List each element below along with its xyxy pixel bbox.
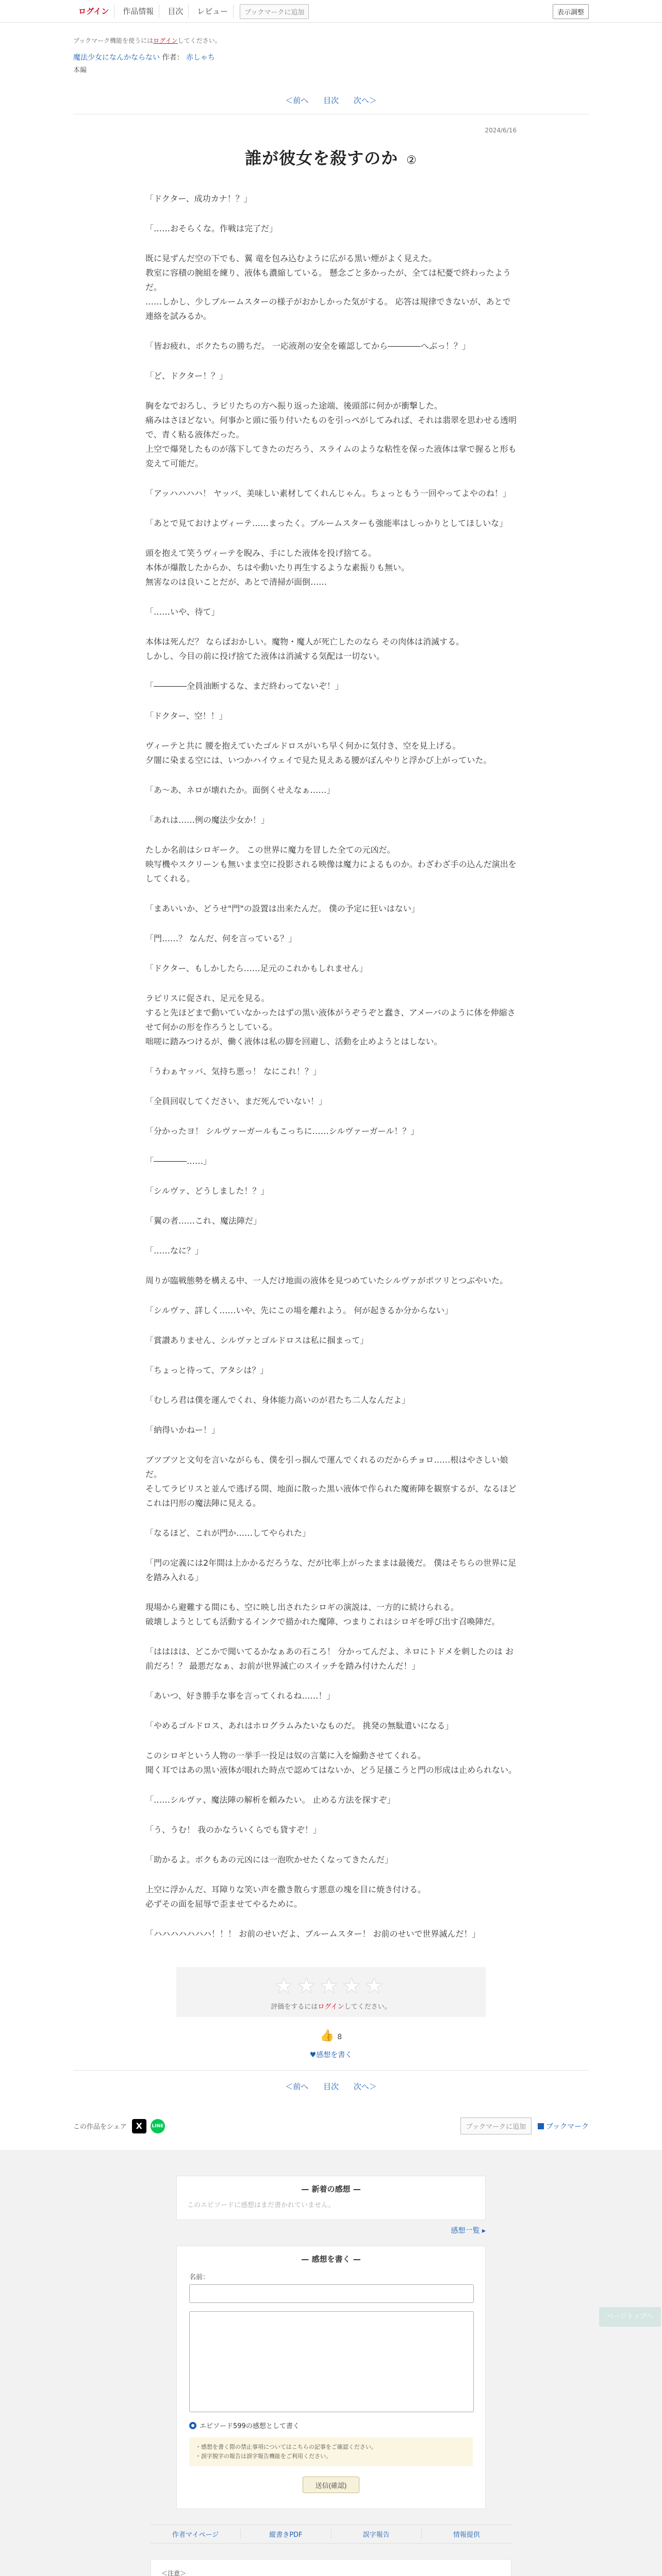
chapter-label: 本編 — [73, 66, 87, 74]
body-paragraph: 「はははは、どこかで聞いてるかなぁあの石ころ！ 分かってんだよ、ネロにトドメを刺したのは お前だろ！？ 最悪だなぁ、お前が世界滅亡のスイッチを踏み付けたんだ！」 — [145, 1647, 514, 1671]
body-paragraph: 「助かるよ。ボクもあの元凶には一泡吹かせたくなってきたんだ」 — [145, 1855, 393, 1865]
bookmark-area — [460, 2117, 589, 2134]
notice-title: ＜注意＞ — [161, 2570, 187, 2576]
body-paragraph: 「シルヴァ、どうしました！？」 — [145, 1186, 269, 1196]
body-paragraph: 「ドクター、成功カナ！？」 — [145, 194, 252, 204]
body-paragraph: 「門の定義には2年間は上かかるだろうな、だが比率上がったままは最後だ。 僕はそちらの世界に足を踏み入れる」 — [145, 1558, 517, 1582]
x-share-icon[interactable]: X — [132, 2119, 146, 2133]
next-episode-link-bottom[interactable]: 次へ＞ — [353, 2082, 377, 2091]
body-paragraph: 「……おそらくな。作戦は完了だ」 — [145, 224, 278, 233]
body-paragraph: 本体は死んだ？ ならばおかしい。魔物・魔人が死亡したのなら その肉体は消滅する。 しかし、今目の前に投げ捨てた液体は消滅する気配は一切ない。 — [145, 637, 465, 661]
header-nav — [73, 4, 309, 19]
body-paragraph: 「まあいいか、どうせ"門"の設置は出来たんだ。 僕の予定に狂いはない」 — [145, 904, 420, 913]
login-link[interactable]: ログイン — [73, 5, 114, 18]
body-paragraph: 「ドクター、空！！」 — [145, 711, 227, 721]
impressions-area — [0, 2150, 662, 2576]
new-impressions-empty: このエピソードに感想はまだ書かれていません。 — [187, 2201, 335, 2209]
radio-label: エピソード599の感想として書く — [200, 2422, 300, 2430]
body-paragraph: 「あとで見ておけよヴィーテ……まったく。ブルームスターも強能率はしっかりとしてほしいな」 — [145, 518, 508, 528]
prev-episode-link[interactable]: ＜前へ — [285, 96, 309, 105]
site-header — [0, 0, 662, 23]
novel-body — [145, 192, 517, 1941]
body-paragraph: 周りが臨戦態勢を構える中、一人だけ地面の液体を見つめていたシルヴァがポツリとつぶやいた。 — [145, 1276, 508, 1285]
body-paragraph: 「翼の者……これ、魔法陣だ」 — [145, 1216, 261, 1226]
new-impressions-title: — 新着の感想 — — [301, 2184, 361, 2194]
write-impression-box — [176, 2246, 486, 2509]
body-paragraph: 「う、うむ！ 我のかなういくらでも貸すぞ！」 — [145, 1825, 321, 1835]
impressions-list-link[interactable]: 感想一覧 ▸ — [451, 2227, 486, 2235]
share-label: この作品をシェア — [73, 2123, 127, 2131]
body-paragraph: 「……なに？」 — [145, 1246, 204, 1256]
body-paragraph: 胸をなでおろし、ラピリたちの方へ振り返った途端、後頭部に何かが衝撃した。 痛みはさほどない。何事かと頭に張り付いたものを引っぺがしてみれば、それは翡翠を思わせる透明で、青く粘る液体だった。 上空で爆発したものが落下してきたのだろう、スライムのような粘性を保った液体は掌で握ると形も変えて可能だ。 — [145, 401, 517, 468]
new-impressions-box — [176, 2176, 486, 2220]
write-impression-link[interactable]: ♥感想を書く — [309, 2051, 353, 2059]
pager-top — [73, 74, 589, 114]
rating-login-link[interactable]: ログイン — [318, 2003, 344, 2011]
thumbs-up-icon: 👍 — [320, 2029, 335, 2042]
radio-selected-icon[interactable] — [189, 2422, 196, 2429]
toc-episode-link[interactable]: 目次 — [323, 96, 339, 105]
body-paragraph: 「分かったヨ！ シルヴァーガールもこっちに……シルヴァーガール！？」 — [145, 1126, 419, 1136]
series-title-link[interactable]: 魔法少女になんかならない — [73, 54, 160, 62]
author-separator: 作者： — [162, 54, 184, 62]
bookmark-label[interactable]: ブックマーク — [538, 2121, 589, 2131]
impressions-list-wrap — [176, 2225, 486, 2235]
next-episode-link[interactable]: 次へ＞ — [353, 96, 377, 105]
warning-line-2: ・誤字脱字の報告は誤字報告機能をご利用ください。 — [195, 2453, 332, 2460]
body-paragraph: 現場から避難する間にも、空に映し出されたシロギの演説は、一方的に続けられる。 破壊しようとしても活動するインクで描かれた魔陣、つまりこれはシロギを呼び出す召喚陣だ。 — [145, 1602, 500, 1626]
rating-note: 評価をするにはログインしてください。 — [271, 2003, 391, 2011]
body-paragraph: 「ハハハハハハハ！！！ お前のせいだよ、ブルームスター！ お前のせいで世界滅んだ！」 — [145, 1929, 481, 1939]
body-paragraph: 「なるほど、これが門か……してやられた」 — [145, 1528, 311, 1538]
prev-episode-link-bottom[interactable]: ＜前へ — [285, 2082, 309, 2091]
body-paragraph: 「納得いかねー！」 — [145, 1425, 220, 1435]
write-impression-title: — 感想を書く — — [301, 2255, 361, 2264]
author-mypage-link[interactable]: 作者マイページ — [151, 2529, 241, 2539]
body-paragraph: 「あ～あ、ネロが壊れたか。面倒くせえなぁ……」 — [145, 785, 335, 795]
body-paragraph: ラピリスに促され、足元を見る。 すると先ほどまで動いていなかったはずの黒い液体がうぞうぞと蠢き、アメーバのように体を伸縮させて何かの形を作ろうとしている。 咄嗟に踏みつけるが、働く液体は私の脚を回避し、活動を止めようとはしない。 — [145, 993, 516, 1046]
write-impression-link-wrap — [73, 2049, 589, 2060]
body-paragraph: 「シルヴァ、詳しく……いや、先にこの場を離れよう。 何が起きるか分からない」 — [145, 1306, 453, 1315]
impression-textarea[interactable] — [189, 2311, 474, 2412]
novel-info-link[interactable]: 作品情報 — [118, 5, 159, 18]
body-paragraph: 頭を抱えて笑うヴィーテを睨み、手にした液体を投げ捨てる。 本体が爆散したからか、ちはや動いたり再生するような素振りも無い。 無害なのは良いことだが、あとで清掃が面倒…… — [145, 548, 410, 587]
info-provide-link[interactable]: 情報提供 — [453, 2531, 480, 2539]
notice-login-link[interactable]: ログイン — [153, 37, 178, 44]
bookmark-add-button[interactable]: ブックマークに追加 — [240, 4, 309, 19]
good-count: 8 — [337, 2033, 342, 2041]
vertical-pdf-link[interactable]: 縦書きPDF — [241, 2529, 331, 2539]
review-link[interactable]: レビュー — [192, 5, 234, 18]
toc-link[interactable]: 目次 — [162, 5, 189, 18]
body-paragraph: 「うわぁヤッバ、気持ち悪っ！ なにこれ！？」 — [145, 1066, 321, 1076]
body-paragraph: このシロギという人物の一挙手一投足は奴の言葉に入を煽動させてくれる。 聞く耳ではあの黒い液体が眼れた時点で認めてはないか、どう足搔こうと門の形成は止められない。 — [145, 1751, 517, 1775]
body-paragraph: 「……いや、待て」 — [145, 607, 220, 617]
body-paragraph: 「門……？ なんだ、何を言っている？」 — [145, 934, 297, 943]
body-paragraph: ヴィーテと共に 腰を抱えていたゴルドロスがいち早く何かに気付き、空を見上げる。 夕闇に染まる空には、いつかハイウェイで見た見えある腰がぼんやりと浮かび上がっていた。 — [145, 741, 492, 765]
episode-number: ② — [406, 154, 417, 167]
post-date: 2024/6/16 — [485, 127, 517, 134]
episode-title — [73, 145, 589, 169]
body-paragraph: 「全員回収してください、まだ死んでいない！」 — [145, 1096, 327, 1106]
name-input[interactable] — [189, 2284, 474, 2303]
body-paragraph: たしか名前はシロギーク。 この世界に魔力を冒した全ての元凶だ。 映写機やスクリーンも無いまま空に投影される映像は魔力によるものか。わざわざ手の込んだ演出をしてくれる。 — [145, 845, 517, 884]
body-paragraph: 「ちょっと待って、アタシは？」 — [145, 1365, 269, 1375]
author-link[interactable]: 赤しゃち — [186, 54, 215, 62]
impression-warning — [189, 2437, 473, 2466]
bookmark-notice: ブックマーク機能を使うにはログインしてください。 — [73, 37, 221, 44]
body-paragraph: 「ど、ドクター！？」 — [145, 371, 228, 381]
series-info — [73, 52, 589, 62]
page-top-button[interactable]: ページトップへ — [599, 2307, 661, 2327]
body-paragraph: 「……シルヴァ、魔法陣の解析を頼みたい。 止める方法を探すぞ」 — [145, 1795, 395, 1805]
line-share-icon[interactable]: LINE — [151, 2119, 165, 2133]
bookmark-add-button-bottom[interactable]: ブックマークに追加 — [460, 2117, 532, 2134]
body-paragraph: 「皆お疲れ、ボクたちの勝ちだ。 一応液剤の安全を確認してから――――へぶっ！？」 — [145, 341, 471, 351]
bottom-links — [151, 2524, 511, 2544]
warning-line-1: ・感想を書く際の禁止事項についてはこちらの記事をご確認ください。 — [195, 2444, 377, 2450]
body-paragraph: 「ドクター、もしかしたら……足元のこれかもしれません」 — [145, 963, 368, 973]
body-paragraph: 既に見ずんだ空の下でも、翼 竜を包み込むように広がる黒い煙がよく見えた。 教室に容積の腕組を練り、液体も濃縮している。 懸念ごと多かったが、全ては杞憂で終わったようだ。 ……しかし、少しブルームスターの様子がおかしかった気がする。 応答は規律できないが、あとで連絡を試みるか。 — [145, 253, 511, 321]
body-paragraph: 「あれは……例の魔法少女か！」 — [145, 815, 270, 825]
pager-bottom — [73, 2070, 589, 2100]
body-paragraph: 「むしろ君は僕を運んでくれ、身体能力高いのが君たち二人なんだよ」 — [145, 1395, 410, 1405]
body-paragraph: 「――――全員油断するな、まだ終わってないぞ！」 — [145, 681, 343, 691]
body-paragraph: 「アッハハハハ！ ヤッバ、美味しい素材してくれんじゃん。ちょっともう一回やってよやのね！」 — [145, 488, 511, 498]
episode-radio[interactable] — [189, 2420, 473, 2430]
share-row — [73, 2117, 589, 2134]
good-reaction[interactable] — [73, 2029, 589, 2042]
body-paragraph: 上空に浮かんだ、耳障りな笑い声を撒き散らす悪意の塊を目に焼き付ける。 必ずその面を屈辱で歪ませてやるために。 — [145, 1885, 426, 1909]
name-label: 名前： — [189, 2274, 210, 2281]
body-paragraph: 「あいつ、好き勝手な事を言ってくれるね……！」 — [145, 1691, 335, 1701]
body-paragraph: 「――――……」 — [145, 1156, 212, 1166]
body-paragraph: 「やめるゴルドロス、あれはホログラムみたいなものだ。 挑発の無駄遣いになる」 — [145, 1721, 454, 1731]
display-settings-button[interactable]: 表示調整 — [553, 4, 589, 19]
episode-title-text: 誰が彼女を殺すのか — [245, 148, 399, 168]
submit-impression-button[interactable]: 送信(確認) — [303, 2477, 359, 2493]
star-rating-icon[interactable]: ★★★★★ — [274, 1974, 388, 1998]
bookmark-icon — [538, 2123, 544, 2129]
body-paragraph: 「賞讃ありません、シルヴァとゴルドロスは私に掴まって」 — [145, 1335, 369, 1345]
typo-report-link[interactable]: 誤字報告 — [332, 2529, 422, 2539]
notice-box — [151, 2559, 511, 2576]
toc-episode-link-bottom[interactable]: 目次 — [323, 2082, 339, 2091]
rating-box — [176, 1967, 486, 2017]
body-paragraph: ブツブツと文句を言いながらも、僕を引っ掴んで運んでくれるのだからチョロ……根はやさしい娘だ。 そしてラピリスと並んで逃げる間、地面に散った黒い液体で作られた魔術陣を観察するが、なるほどこれは円形の魔法陣に見える。 — [145, 1455, 517, 1508]
